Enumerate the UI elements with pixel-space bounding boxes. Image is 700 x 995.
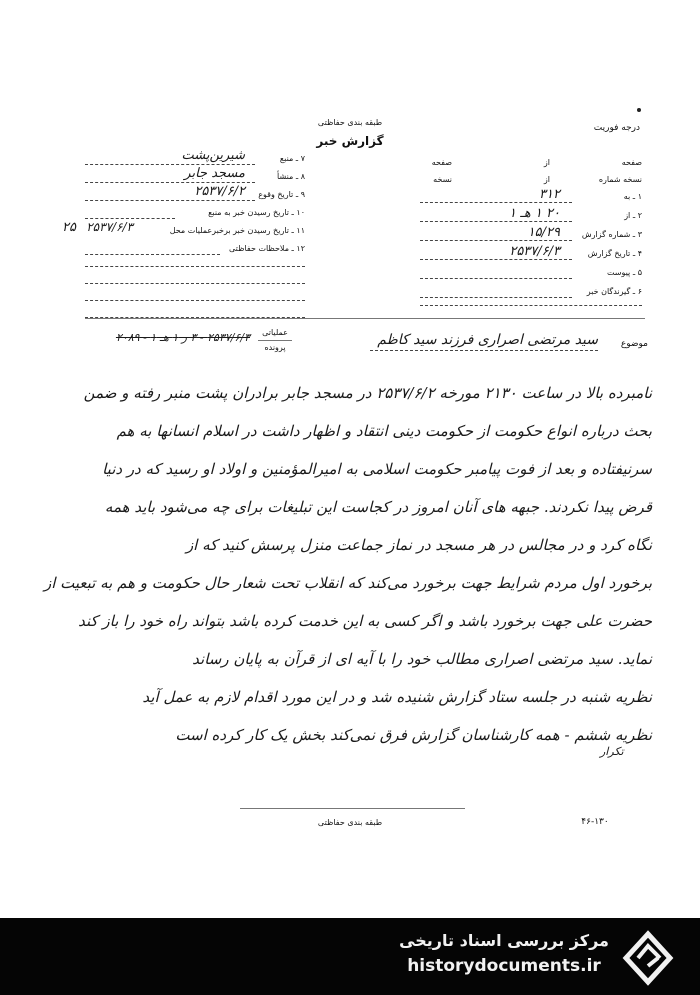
body-line: نظریه ششم - همه کارشناسان گزارش فرق نمی‌کند بخش یک کار کرده است bbox=[175, 726, 652, 744]
field-value: ۲۰ ۱ هـ ۱ bbox=[508, 206, 560, 221]
body-line: حضرت علی جهت برخورد باشد و اگر کسی به این خدمت کرده باشد بتواند راه خود را باز کند bbox=[78, 612, 652, 630]
subject-value: سید مرتضی اصراری فرزند سید کاظم bbox=[377, 332, 598, 348]
field-source-received-date bbox=[85, 206, 305, 220]
watermark-org: مرکز بررسی اسناد تاریخی bbox=[399, 931, 609, 950]
copy-label: نسخه شماره bbox=[598, 175, 642, 184]
body-line: قرض پیدا نکردند. جبهه های آنان امروز در کجاست این تبلیغات برای چه می‌شود باید همه bbox=[104, 498, 652, 516]
page-number: ۴۶-۱۳۰ bbox=[581, 817, 609, 827]
page-label: صفحه bbox=[621, 158, 642, 167]
copy-row bbox=[420, 175, 642, 187]
field-value: ۲۵۳۷/۶/۳ bbox=[509, 244, 560, 259]
body-line: بحث درباره انواع حکومت از حکومت دینی انتقاد و اظهار داشت در اسلام انسانها به هم bbox=[116, 422, 652, 440]
body-line: سرنیفتاده و بعد از فوت پیامبر حکومت اسلامی به امیرالمؤمنین و اولاد او رسید که در دنیا bbox=[102, 460, 652, 478]
field-origin bbox=[85, 166, 305, 184]
field-label: ۱۲ ـ ملاحظات حفاظتی bbox=[229, 244, 305, 253]
priority-label: درجه فوریت bbox=[593, 123, 640, 133]
classification-top: طبقه بندی حفاظتی bbox=[317, 118, 383, 127]
classification-bottom: طبقه بندی حفاظتی bbox=[317, 818, 383, 827]
field-from bbox=[420, 206, 642, 223]
field-label: ۲ ـ از bbox=[624, 211, 642, 220]
field-label: ۱۰ ـ تاریخ رسیدن خبر به منبع bbox=[208, 208, 305, 217]
field-label: ۱ ـ به bbox=[623, 192, 642, 201]
watermark-url: historydocuments.ir bbox=[407, 956, 601, 976]
subject-underline bbox=[370, 350, 598, 351]
field-label: ۱۱ ـ تاریخ رسیدن خبر برخبرعملیات محل bbox=[169, 226, 305, 235]
field-report-number bbox=[420, 225, 642, 242]
field-label: ۵ ـ پیوست bbox=[606, 268, 642, 277]
right-dash-line bbox=[420, 305, 642, 306]
stamp-divider bbox=[258, 340, 292, 341]
copy-of-label: نسخه bbox=[433, 175, 452, 184]
field-report-date bbox=[420, 244, 642, 261]
body-line: نگاه کرد و در مجالس در هر مسجد در نماز جماعت منزل پرسش کنید که از bbox=[185, 536, 652, 554]
field-label: ۹ ـ تاریخ وقوع bbox=[258, 190, 305, 199]
field-label: ۳ ـ شماره گزارش bbox=[581, 230, 642, 239]
field-event-date bbox=[85, 184, 305, 202]
side-value: ۲۵ bbox=[62, 220, 76, 235]
field-label: ۶ ـ گیرندگان خبر bbox=[586, 287, 642, 296]
field-label: ۷ ـ منبع bbox=[279, 154, 305, 163]
field-label: ۴ ـ تاریخ گزارش bbox=[587, 249, 642, 258]
bottom-rule bbox=[240, 808, 465, 809]
body-line: برخورد اول مردم شرایط جهت برخورد می‌کند که انقلاب تحت شعار حال حکومت و هم به تبعیت از bbox=[43, 574, 652, 592]
field-security-notes bbox=[85, 242, 305, 256]
field-value: ۱۵/۲۹ bbox=[527, 225, 560, 240]
stamp-bottom: پرونده bbox=[264, 343, 286, 352]
field-value: ۲۵۳۷/۶/۳ bbox=[86, 220, 133, 234]
field-recipients bbox=[420, 285, 642, 299]
field-attachment bbox=[420, 266, 642, 280]
report-body bbox=[43, 384, 652, 764]
stamp-top: عملیاتی bbox=[262, 328, 288, 337]
field-value: مسجد جابر bbox=[184, 166, 245, 181]
right-field-list bbox=[420, 187, 642, 304]
archive-logo-icon bbox=[618, 928, 678, 988]
subject-label: موضوع bbox=[620, 339, 648, 349]
field-to bbox=[420, 187, 642, 204]
left-field-list bbox=[85, 148, 305, 318]
body-line: نامبرده بالا در ساعت ۲۱۳۰ مورخه ۲۵۳۷/۶/۲ در مسجد جابر برادران پشت منبر رفته و ضمن bbox=[83, 384, 652, 402]
body-line: نماید. سید مرتضی اصراری مطالب خود را با آیه ای از قرآن به پایان رساند bbox=[192, 650, 652, 668]
separator-line bbox=[85, 318, 645, 319]
field-source bbox=[85, 148, 305, 166]
field-label: ۸ ـ منشأ bbox=[277, 172, 305, 181]
subject-ref: ۲۵۳۷/۶/۳ - ۳ ر ۱ هـ ۱ - ۲۰۸۹ bbox=[115, 331, 250, 344]
copy-of: از bbox=[543, 175, 550, 184]
report-title: گزارش خبر bbox=[316, 134, 384, 148]
corner-dot bbox=[637, 108, 641, 112]
field-ops-received-date bbox=[85, 220, 305, 238]
field-value: شیرین‌پشت bbox=[181, 148, 245, 163]
body-line: نظریه شنبه در جلسه ستاد گزارش شنیده شد و در این مورد اقدام لازم به عمل آید bbox=[142, 688, 652, 706]
page-of: از bbox=[543, 158, 550, 167]
page-row bbox=[420, 158, 642, 170]
field-value: ۳۱۲ bbox=[539, 187, 560, 202]
field-value: ۲۵۳۷/۶/۲ bbox=[194, 184, 245, 199]
page-of-label: صفحه bbox=[431, 158, 452, 167]
body-note: تکرار bbox=[600, 745, 624, 758]
